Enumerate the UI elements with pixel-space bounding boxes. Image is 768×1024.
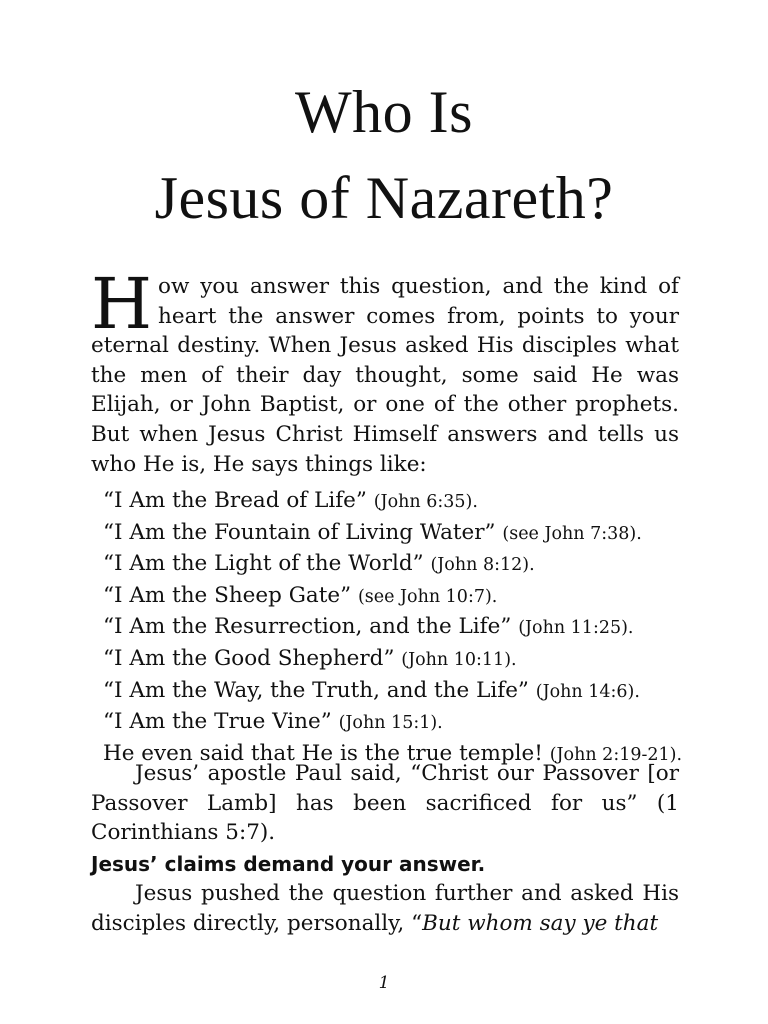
claim-quote: He even said that He is the true temple! bbox=[103, 740, 543, 766]
claim-ref: (John 2:19-21). bbox=[549, 744, 683, 765]
claim-item bbox=[103, 518, 682, 550]
claim-quote: “I Am the Good Shepherd” bbox=[103, 645, 395, 671]
claim-ref: (see John 10:7). bbox=[357, 586, 498, 607]
section-heading: Jesus’ claims demand your answer. bbox=[91, 852, 486, 876]
paul-paragraph: Jesus’ apostle Paul said, “Christ our Passover [or Passover Lamb] has been sacrificed for us” (1 Corinthians 5:7). bbox=[91, 761, 679, 846]
claim-item bbox=[103, 486, 682, 518]
intro-paragraph bbox=[91, 263, 679, 479]
drop-cap: H bbox=[91, 263, 153, 345]
claim-ref: (see John 7:38). bbox=[502, 523, 642, 544]
page-number: 1 bbox=[378, 973, 390, 993]
closing-text: Jesus pushed the question further and asked His disciples directly, personally, “ bbox=[91, 881, 679, 936]
claim-ref: (John 14:6). bbox=[535, 681, 640, 702]
closing-italic: But whom say ye that bbox=[422, 910, 659, 936]
claim-item bbox=[103, 676, 682, 708]
claim-ref: (John 11:25). bbox=[518, 618, 634, 639]
claim-quote: “I Am the Fountain of Living Water” bbox=[103, 519, 496, 545]
claim-item bbox=[103, 612, 682, 644]
claim-item bbox=[103, 707, 682, 739]
claim-quote: “I Am the Resurrection, and the Life” bbox=[103, 614, 512, 640]
claim-quote: “I Am the Bread of Life” bbox=[103, 488, 367, 513]
claim-quote: “I Am the Sheep Gate” bbox=[103, 582, 352, 608]
claim-ref: (John 10:11). bbox=[401, 649, 517, 670]
claim-quote: “I Am the Way, the Truth, and the Life” bbox=[103, 677, 529, 703]
claim-quote: “I Am the True Vine” bbox=[103, 709, 332, 735]
claim-quote: “I Am the Light of the World” bbox=[103, 551, 424, 577]
claim-item bbox=[103, 644, 682, 676]
claims-list bbox=[103, 486, 682, 770]
claim-item bbox=[103, 549, 682, 581]
intro-text: ow you answer this question, and the kind of heart the answer comes from, points to your eternal destiny. When Jesus asked His disciples what the men of their day thought, some said He was Elijah, or John Baptist, or one of the other prophets. But when Jesus Christ Himself answers and tells us who He is, He says things like: bbox=[91, 274, 679, 477]
title-line-1: Who Is bbox=[295, 79, 473, 145]
claim-ref: (John 8:12). bbox=[430, 555, 535, 576]
claim-item bbox=[103, 581, 682, 613]
title-line-2: Jesus of Nazareth? bbox=[154, 165, 614, 231]
claim-ref: (John 15:1). bbox=[338, 713, 443, 734]
claim-ref: (John 6:35). bbox=[373, 492, 478, 512]
closing-paragraph bbox=[91, 879, 679, 938]
